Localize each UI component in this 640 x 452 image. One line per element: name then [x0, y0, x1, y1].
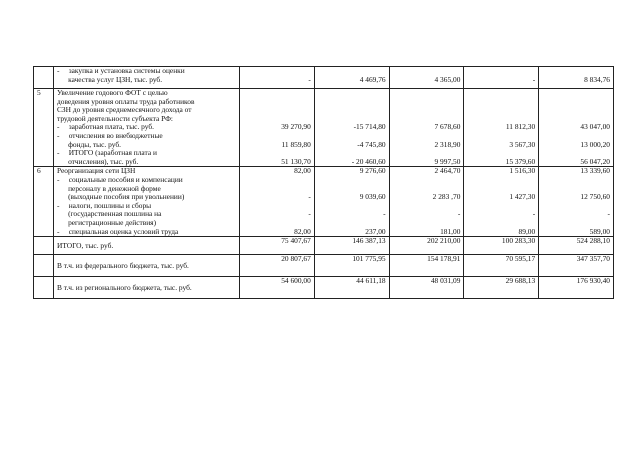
row-number [34, 237, 54, 255]
value-line: 4 365,00 [434, 74, 461, 84]
value-line [243, 89, 311, 98]
value-line: 48 031,09 [430, 276, 461, 286]
table-row [34, 277, 614, 299]
value-line: 51 130,70 [281, 156, 311, 166]
description-line: - социальные пособия и компенсации [57, 174, 183, 184]
value-line: 70 595,17 [505, 254, 536, 264]
row-description [54, 237, 240, 255]
value-line: 1 516,30 [509, 166, 536, 176]
value-line: 2 464,70 [434, 166, 461, 176]
value-cell [464, 277, 539, 299]
value-line [542, 89, 610, 98]
value-line: - [532, 74, 536, 84]
value-line: 29 688,13 [505, 276, 536, 286]
value-cell [464, 167, 539, 237]
value-line: 11 859,80 [281, 139, 311, 149]
value-line [243, 176, 311, 185]
value-line [393, 176, 461, 185]
value-line [243, 185, 311, 194]
description-line: Реорганизация сети ЦЗН [57, 166, 136, 176]
value-cell [314, 237, 389, 255]
value-line: 39 270,90 [281, 122, 311, 132]
value-cell [464, 255, 539, 277]
row-description [54, 67, 240, 89]
value-line: -4 745,80 [357, 139, 386, 149]
value-line [393, 202, 461, 211]
row-description [54, 89, 240, 167]
value-cell [539, 89, 614, 167]
value-line [467, 106, 535, 115]
value-line [542, 106, 610, 115]
value-line: 181,00 [440, 226, 461, 236]
value-line: - [457, 209, 461, 219]
value-line [393, 106, 461, 115]
description-line: (государственная пошлина на [57, 209, 162, 219]
value-line: 9 276,60 [359, 166, 386, 176]
row-number [34, 277, 54, 299]
description-line: качества услуг ЦЗН, тыс. руб. [57, 74, 163, 84]
value-line: - [383, 209, 386, 219]
value-line: 20 807,67 [281, 254, 311, 264]
description-line: СЗН до уровня среднемесячного дохода от [57, 105, 192, 115]
row-description [54, 167, 240, 237]
value-line [393, 98, 461, 107]
value-cell [539, 255, 614, 277]
table-row [34, 89, 614, 167]
value-cell [240, 67, 315, 89]
value-cell [539, 237, 614, 255]
value-line: 100 283,30 [501, 236, 536, 246]
value-line [393, 89, 461, 98]
description-line: - отчисления во внебюджетные [57, 130, 163, 140]
description-line: фонды, тыс. руб. [57, 139, 121, 149]
value-line: 101 775,95 [352, 254, 386, 264]
value-line: 154 178,91 [427, 254, 461, 264]
value-cell [314, 67, 389, 89]
description-line: Увеличение годового ФОТ с целью [57, 88, 168, 97]
value-line: 89,00 [518, 226, 536, 236]
value-cell [389, 237, 464, 255]
value-cell [389, 89, 464, 167]
value-cell [314, 277, 389, 299]
value-line: 3 567,30 [509, 139, 536, 149]
value-line [243, 67, 311, 76]
value-line [542, 98, 610, 107]
value-line: 15 379,60 [505, 156, 536, 166]
value-line: 589,00 [589, 226, 610, 236]
row-description [54, 255, 240, 277]
value-line [318, 176, 386, 185]
value-line: - 20 460,60 [351, 156, 386, 166]
description-line: доведения уровня оплаты труда работников [57, 96, 195, 106]
row-number [34, 67, 54, 89]
description-line: - ИТОГО (заработная плата и [57, 148, 157, 158]
value-line [467, 67, 535, 76]
value-cell [539, 277, 614, 299]
value-line: 9 039,60 [359, 192, 386, 202]
value-line: 4 469,76 [359, 74, 386, 84]
value-line [318, 106, 386, 115]
table-row [34, 67, 614, 89]
value-line [542, 176, 610, 185]
value-line: 11 812,30 [505, 122, 536, 132]
value-line: 9 997,50 [434, 156, 461, 166]
value-line: 1 427,30 [509, 192, 536, 202]
row-description [54, 277, 240, 299]
value-line: - [532, 209, 536, 219]
value-line: -15 714,80 [353, 122, 386, 132]
description-line: В т.ч. из федерального бюджета, тыс. руб. [57, 260, 189, 270]
table-row [34, 255, 614, 277]
value-line: 347 357,70 [576, 254, 610, 264]
value-line [243, 98, 311, 107]
value-cell [240, 89, 315, 167]
value-cell [389, 67, 464, 89]
budget-table [33, 66, 614, 299]
value-line: - [308, 192, 311, 202]
value-line: 75 407,67 [281, 236, 311, 246]
value-line: 43 047,00 [580, 122, 610, 132]
description-line: - заработная плата, тыс. руб. [57, 122, 154, 132]
row-number: 5 [34, 89, 54, 167]
value-line: 13 339,60 [580, 166, 610, 176]
row-number [34, 255, 54, 277]
value-cell [389, 167, 464, 237]
table-row [34, 237, 614, 255]
value-line [318, 89, 386, 98]
value-cell [240, 277, 315, 299]
row-number: 6 [34, 167, 54, 237]
value-line [243, 106, 311, 115]
value-line: 82,00 [294, 226, 311, 236]
value-cell [314, 255, 389, 277]
value-cell [240, 167, 315, 237]
value-cell [539, 167, 614, 237]
description-line: (выходные пособия при увольнении) [57, 192, 185, 202]
value-cell [389, 255, 464, 277]
value-cell [240, 237, 315, 255]
value-line: - [607, 209, 610, 219]
value-cell [314, 167, 389, 237]
description-line: регистрационные действия) [57, 217, 157, 227]
value-line: 8 834,76 [584, 74, 610, 84]
description-line: - налоги, пошлины и сборы [57, 200, 152, 210]
description-line: персоналу в денежной форме [57, 183, 161, 193]
value-line: 524 288,10 [576, 236, 610, 246]
value-line: 13 000,20 [580, 139, 610, 149]
table-body [34, 67, 614, 299]
value-cell [314, 89, 389, 167]
description-line: - закупка и установка системы оценки [57, 66, 185, 75]
value-cell [539, 67, 614, 89]
value-line [467, 89, 535, 98]
description-line: ИТОГО, тыс. руб. [57, 240, 114, 250]
value-line: 2 283 ,70 [432, 192, 461, 202]
value-cell [240, 255, 315, 277]
value-line: - [308, 74, 311, 84]
value-line: 202 210,00 [427, 236, 461, 246]
value-line [467, 98, 535, 107]
table-row [34, 167, 614, 237]
value-line: 54 600,00 [281, 276, 311, 286]
value-line: 2 318,90 [434, 139, 461, 149]
value-line: 146 387,13 [352, 236, 386, 246]
value-line: 176 930,40 [576, 276, 610, 286]
value-line: - [308, 209, 311, 219]
value-cell [389, 277, 464, 299]
value-line [467, 176, 535, 185]
description-line: В т.ч. из регионального бюджета, тыс. руб. [57, 282, 192, 292]
description-line: - специальная оценка условий труда [57, 226, 179, 236]
value-line: 56 047,20 [580, 156, 610, 166]
value-line: 44 611,18 [356, 276, 386, 286]
value-line [318, 98, 386, 107]
value-line: 7 678,60 [434, 122, 461, 132]
description-line: трудовой деятельности субъекта РФ: [57, 113, 173, 123]
description-line: отчисления), тыс. руб. [57, 156, 139, 166]
value-cell [464, 67, 539, 89]
value-line: 12 750,60 [580, 192, 610, 202]
value-line [467, 202, 535, 211]
value-cell [464, 89, 539, 167]
value-cell [464, 237, 539, 255]
value-line: 237,00 [365, 226, 386, 236]
value-line [542, 202, 610, 211]
value-line: 82,00 [294, 166, 311, 176]
value-line [243, 202, 311, 211]
value-line [318, 202, 386, 211]
